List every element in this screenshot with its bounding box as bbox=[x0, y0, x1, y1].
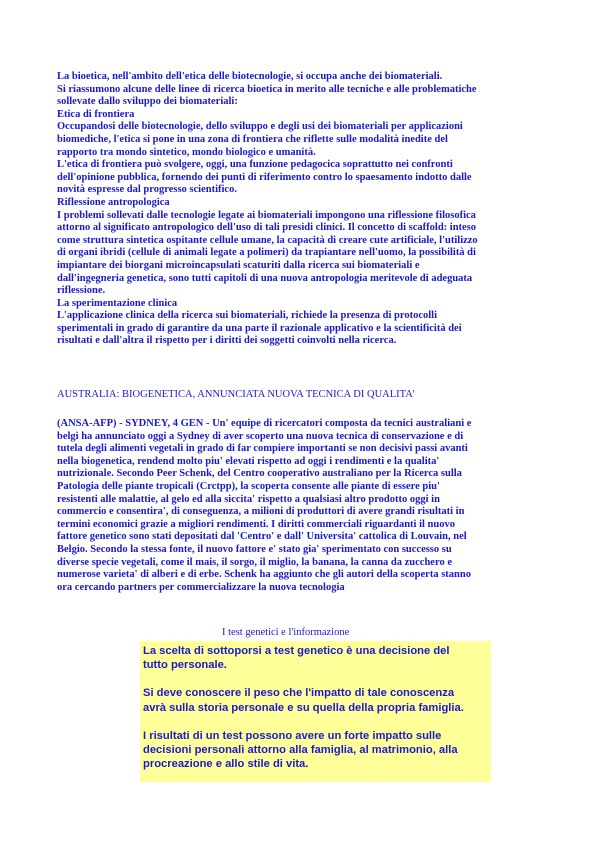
news-headline: AUSTRALIA: BIOGENETICA, ANNUNCIATA NUOVA TECNICA DI QUALITA' bbox=[57, 389, 415, 400]
box-title: I test genetici e l'informazione bbox=[222, 627, 350, 638]
news-article: (ANSA-AFP) - SYDNEY, 4 GEN - Un' equipe di ricercatori composta da tecnici australiani e belgi ha annunciato oggi a Sydney di aver scoperto una nuova tecnica di conservazione e di tutela degli alimenti vegetali in grado di far compiere importanti se non decisivi passi avanti nella biogenetica, rendend molto piu' elevati rispetto ad oggi i rendimenti e la qualita' nutrizionale. Secondo Peer Schenk, del Centro cooperativo australiano per la Ricerca sulla Patologia delle piante tropicali (Crctpp), la scoperta consente alle piante di essere piu' resistenti alle malattie, al gelo ed alla siccita' rispetto a qualsiasi altro prodotto oggi in commercio e consentira', di conseguenza, a milioni di produttori di avere grandi risultati in termini economici grazie a migliori rendimenti. I diritti commerciali riguardanti il nuovo fattore genetico sono stati depositati dal 'Centro' e dall' Universita' cattolica di Louvain, nel Belgio. Secondo la stessa fonte, il nuovo fattore e' stato gia' sperimentato con successo su diverse specie vegetali, come il mais, il sorgo, il miglio, la banana, la canna da zucchero e numerose varieta' di alberi e di erbe. Schenk ha aggiunto che gli autori della scoperta stanno ora cercando partners per commercializzare la nuova tecnologia bbox=[57, 418, 472, 593]
info-box bbox=[140, 641, 491, 782]
box-paragraph: I risultati di un test possono avere un forte impatto sulle decisioni personali attorno alla famiglia, al matrimonio, alla procreazione e allo stile di vita. bbox=[143, 729, 458, 771]
box-paragraph: Si deve conoscere il peso che l'impatto di tale conoscenza avrà sulla storia personale e su quella della propria famiglia. bbox=[143, 687, 464, 714]
box-paragraph: La scelta di sottoporsi a test genetico è una decisione del tutto personale. bbox=[143, 645, 450, 672]
intro-section: La bioetica, nell'ambito dell'etica delle biotecnologie, si occupa anche dei biomateriali. Si riassumono alcune delle linee di ricerca bioetica in merito alle tecniche e alle problematiche sollevate dallo sviluppo dei biomateriali: Etica di frontiera Occupandosi delle biotecnologie, dello sviluppo e degli usi dei biomateriali per applicazioni biomediche, l'etica si pone in una zona di frontiera che riflette sulle modalità inedite del rapporto tra mondo sintetico, mondo biologico e umanità. L'etica di frontiera può svolgere, oggi, una funzione pedagocica soprattutto nei confronti dell'opinione pubblica, fornendo dei punti di riferimento contro lo spaesamento indotto dalle novità espresse dal progresso scientifico. Riflessione antropologica I problemi sollevati dalle tecnologie legate ai biomateriali impongono una riflessione filosofica attorno al significato antropologico dell'uso di tali presidi clinici. Il concetto di scaffold: inteso come struttura sintetica ospitante cellule umane, la capacità di creare cute artificiale, l'utilizzo di organi ibridi (cellule di animali legate a polimeri) da trapiantare nell'uomo, la possibilità di impiantare dei biorgani microincapsulati scaturiti dalla ricerca sui biomateriali e dall'ingegneria genetica, sono tutti capitoli di una nuova antropologia meritevole di adeguata riflessione. La sperimentazione clinica L'applicazione clinica della ricerca sui biomateriali, richiede la presenza di protocolli sperimentali in grado di garantire da una parte il razionale applicativo e la scientificità dei risultati e dall'altra il rispetto per i diritti dei soggetti coinvolti nella ricerca. bbox=[57, 71, 478, 347]
